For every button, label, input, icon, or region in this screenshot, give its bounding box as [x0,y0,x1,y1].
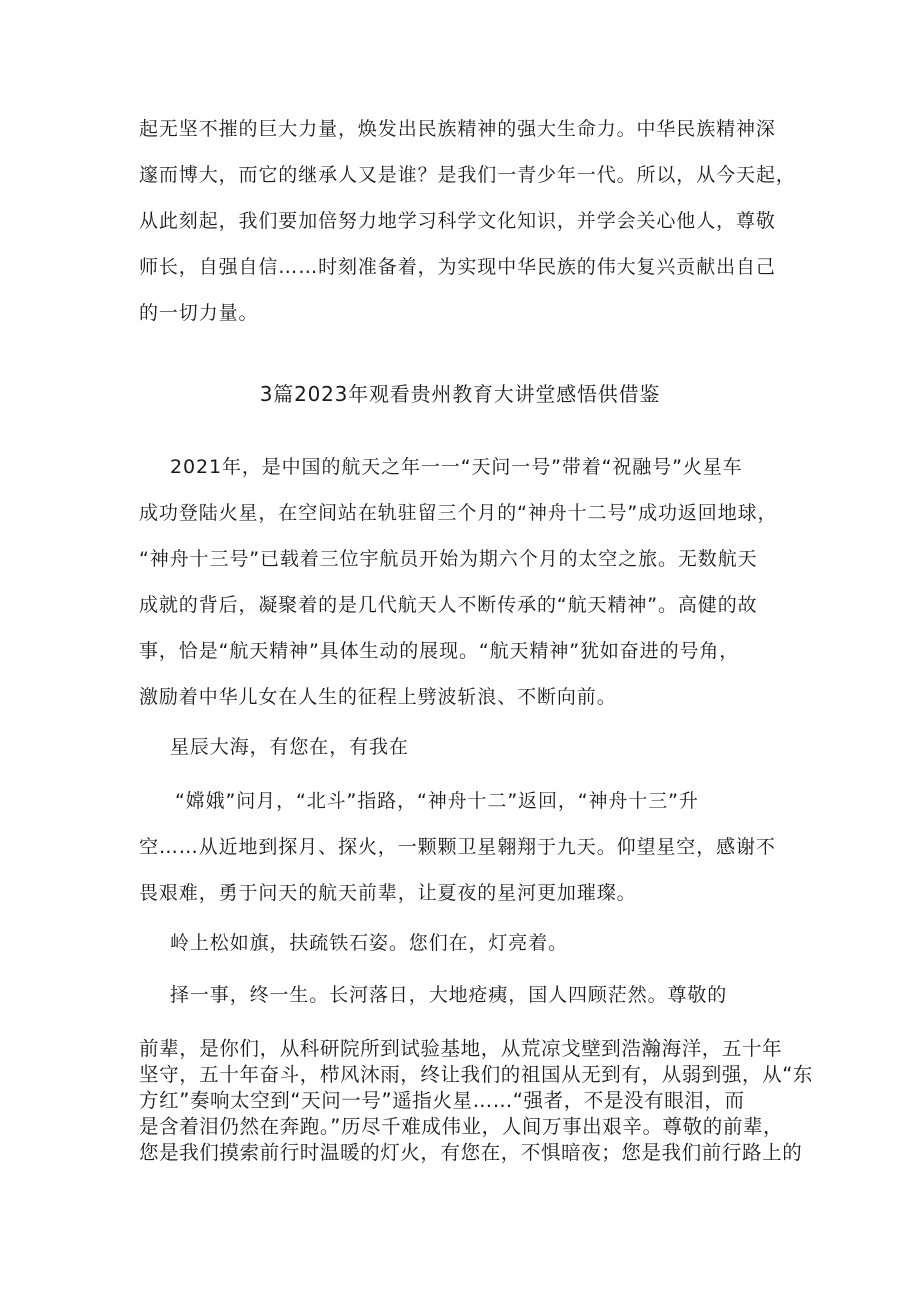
subheading-pine: 岭上松如旗，扶疏铁石姿。您们在，灯亮着。 [170,932,569,954]
space-paragraph-line: 2021年，是中国的航天之年一一“天问一号”带着“祝融号”火星车 [170,456,743,478]
choose-paragraph-line: 坚守，五十年奋斗，栉风沐雨，终让我们的祖国从无到有，从弱到强，从“东 [139,1063,814,1086]
stars-paragraph-line: “嫦娥”问月，“北斗”指路，“神舟十二”返回，“神舟十三”升 [175,790,699,812]
space-paragraph-line: 成功登陆火星，在空间站在轨驻留三个月的“神舟十二号”成功返回地球， [139,502,778,524]
subheading-stars: 星辰大海，有您在，有我在 [170,736,409,758]
intro-paragraph-line: 的一切力量。 [139,302,259,324]
intro-paragraph-line: 师长，自强自信……时刻准备着，为实现中华民族的伟大复兴贡献出自己 [139,256,776,278]
intro-paragraph-line: 从此刻起，我们要加倍努力地学习科学文化知识，并学会关心他人，尊敬 [139,210,776,232]
space-paragraph-line: 成就的背后，凝聚着的是几代航天人不断传承的“航天精神”。高健的故 [139,594,758,616]
space-paragraph-line: 激励着中华儿女在人生的征程上劈波斩浪、不断向前。 [139,686,617,708]
stars-paragraph-line: 空……从近地到探月、探火，一颗颗卫星翱翔于九天。仰望星空，感谢不 [139,836,776,858]
intro-paragraph-line: 起无坚不摧的巨大力量，焕发出民族精神的强大生命力。中华民族精神深 [139,118,776,140]
stars-paragraph-line: 畏艰难，勇于问天的航天前辈，让夏夜的星河更加璀璨。 [139,882,637,904]
space-paragraph-line: “神舟十三号”已载着三位宇航员开始为期六个月的太空之旅。无数航天 [139,548,758,570]
document-title: 3篇2023年观看贵州教育大讲堂感悟供借鉴 [259,382,661,406]
choose-paragraph-first-line: 择一事，终一生。长河落日，大地疮痍，国人四顾茫然。尊敬的 [170,984,728,1006]
space-paragraph-line: 事，恰是“航天精神”具体生动的展现。“航天精神”犹如奋进的号角， [139,640,740,662]
intro-paragraph-line: 邃而博大，而它的继承人又是谁？是我们一青少年一代。所以，从今天起， [139,164,796,186]
choose-paragraph-line: 方红”奏响太空到“天问一号”遥指火星……“强者，不是没有眼泪，而 [139,1089,745,1112]
choose-paragraph-line: 您是我们摸索前行时温暖的灯火，有您在，不惧暗夜；您是我们前行路上的 [139,1141,803,1164]
choose-paragraph-line: 是含着泪仍然在奔跑。”历尽千难成伟业，人间万事出艰辛。尊敬的前辈， [139,1115,784,1138]
choose-paragraph-line: 前辈，是你们，从科研院所到试验基地，从荒凉戈壁到浩瀚海洋，五十年 [139,1037,783,1060]
